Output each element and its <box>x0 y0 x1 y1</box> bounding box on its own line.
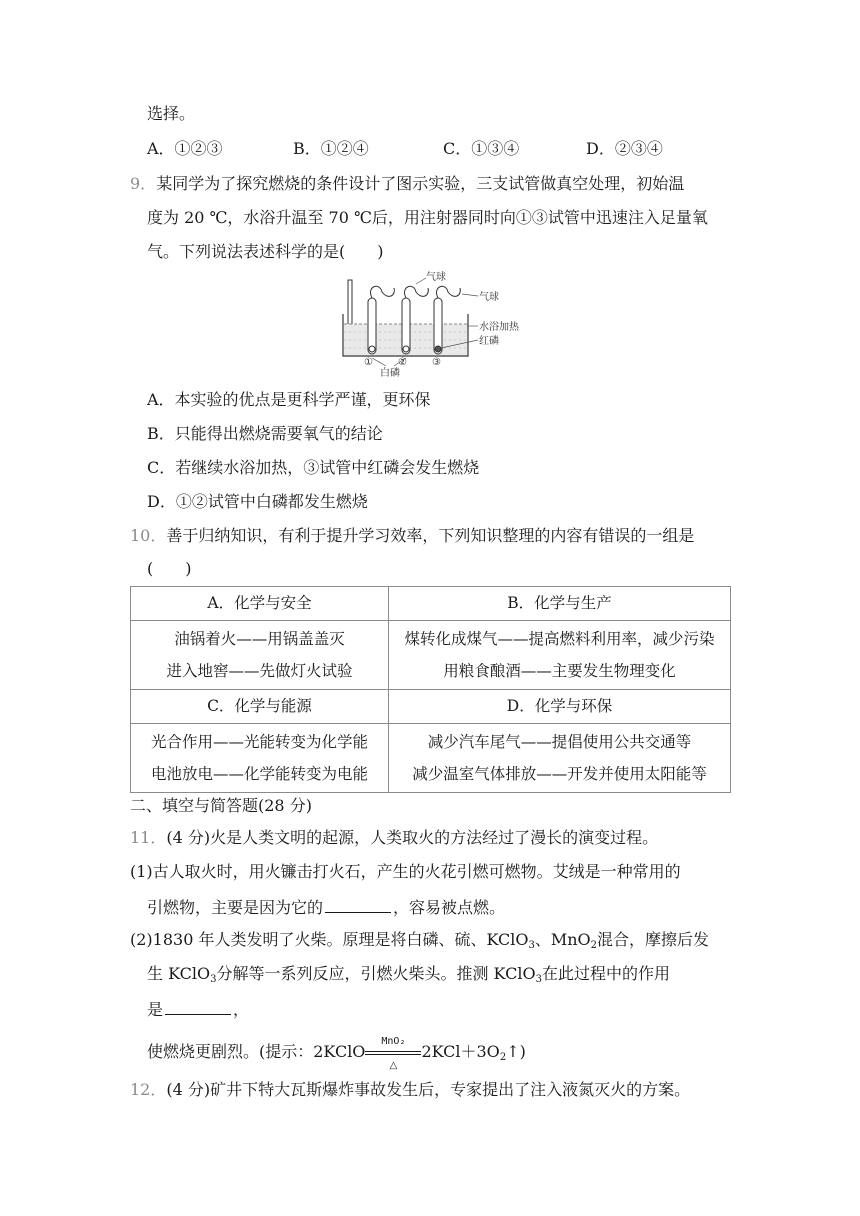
table-b-line-2: 用粮食酿酒——主要发生物理变化 <box>443 662 676 680</box>
q8-option-a: A．①②③ <box>147 139 223 158</box>
q10-line-1 <box>130 524 694 548</box>
q8-tail: 选择。 <box>147 104 196 123</box>
table-header-b: B．化学与生产 <box>389 587 731 621</box>
q11-part2-text-1b: 、MnO <box>534 930 591 949</box>
q8-option-b: B．①②④ <box>293 139 369 158</box>
answer-blank-2[interactable] <box>165 996 231 1015</box>
q10-text: 善于归纳知识，有利于提升学习效率，下列知识整理的内容有错误的一组是 <box>166 526 695 545</box>
subscript: 3 <box>535 974 542 985</box>
q9-option-b: B．只能得出燃烧需要氧气的结论 <box>147 424 383 443</box>
q11-part2-text-1c: 混合，摩擦后发 <box>597 930 710 949</box>
q11-part2-line3 <box>147 996 249 1022</box>
table-d-line-1: 减少汽车尾气——提倡使用公共交通等 <box>427 733 692 751</box>
table-c-line-2: 电池放电——化学能转变为电能 <box>150 765 368 783</box>
label-white-phosphorus: 白磷 <box>380 368 400 378</box>
subscript: 3 <box>210 974 217 985</box>
label-tube-1: ① <box>364 357 373 368</box>
table-header-a: A．化学与安全 <box>131 587 389 621</box>
q8-option-d: D．②③④ <box>586 139 663 158</box>
q11-number: 11． <box>130 828 167 847</box>
table-a-line-2: 进入地窖——先做灯火试验 <box>166 662 353 680</box>
catalyst-label: MnO₂ <box>381 1036 406 1047</box>
q12-line <box>130 1078 690 1102</box>
q9-option-a: A．本实验的优点是更科学严谨，更环保 <box>147 390 431 409</box>
q11-part2-text-3a: 是 <box>147 1000 164 1019</box>
q11-part2-text-4b: 2KCl＋3O <box>421 1042 500 1061</box>
table-cell-b <box>389 621 731 690</box>
q9-option-c: C．若继续水浴加热，③试管中红磷会发生燃烧 <box>147 458 480 477</box>
q8-options <box>147 136 707 162</box>
table-cell-c <box>131 724 389 793</box>
q11-intro-line <box>130 826 658 850</box>
knowledge-table <box>130 586 731 793</box>
q9-number: 9． <box>130 174 157 193</box>
q11-part2-text-1a: (2)1830 年人类发明了火柴。原理是将白磷、硫、KClO <box>130 930 529 949</box>
table-c-line-1: 光合作用——光能转变为化学能 <box>150 733 368 751</box>
q9-text-1: 某同学为了探究燃烧的条件设计了图示实验，三支试管做真空处理，初始温 <box>156 174 685 193</box>
q9-line-3: 气。下列说法表述科学的是( ) <box>147 242 384 261</box>
heat-symbol: △ <box>389 1060 398 1071</box>
q11-part2-text-2a: 生 KClO <box>147 964 211 983</box>
section-2-title: 二、填空与简答题(28 分) <box>130 796 312 815</box>
label-balloon-top: 气球 <box>426 272 446 283</box>
q11-part1-line1: (1)古人取火时，用火镰击打火石，产生的火花引燃可燃物。艾绒是一种常用的 <box>130 862 681 881</box>
label-tube-3: ③ <box>432 357 441 368</box>
q11-part2-text-2b: 分解等一系列反应，引燃火柴头。推测 KClO <box>216 964 536 983</box>
q9-line-1 <box>130 172 684 196</box>
q11-part2-line1 <box>130 928 709 952</box>
q10-line-2: ( ) <box>147 559 192 578</box>
label-tube-2: ② <box>398 357 407 368</box>
q11-part2-line4 <box>147 1036 526 1071</box>
q11-part1-line2 <box>147 894 505 920</box>
table-cell-a <box>131 621 389 690</box>
q9-option-d: D．①②试管中白磷都发生燃烧 <box>147 492 368 511</box>
answer-blank-1[interactable] <box>325 894 391 913</box>
q12-text: (4 分)矿井下特大瓦斯爆炸事故发生后，专家提出了注入液氮灭火的方案。 <box>166 1080 691 1099</box>
table-header-c: C．化学与能源 <box>131 690 389 724</box>
q11-part2-line2 <box>147 962 670 986</box>
q11-part1-text-a: 引燃物，主要是因为它的 <box>147 898 324 917</box>
label-red-phosphorus: 红磷 <box>479 336 499 347</box>
q11-part2-text-2c: 在此过程中的作用 <box>541 964 670 983</box>
table-d-line-2: 减少温室气体排放——开发并使用太阳能等 <box>412 765 707 783</box>
q11-intro: (4 分)火是人类文明的起源，人类取火的方法经过了漫长的演变过程。 <box>166 828 659 847</box>
table-b-line-1: 煤转化成煤气——提高燃料利用率，减少污染 <box>404 630 715 648</box>
q10-number: 10． <box>130 526 167 545</box>
table-header-d: D．化学与环保 <box>389 690 731 724</box>
table-a-line-1: 油锅着火——用锅盖盖灭 <box>174 630 345 648</box>
label-balloon-right: 气球 <box>479 292 499 303</box>
experiment-diagram <box>338 270 538 378</box>
q11-part1-text-b: ，容易被点燃。 <box>393 898 506 917</box>
q8-option-c: C．①③④ <box>443 139 520 158</box>
subscript: 2 <box>590 940 598 951</box>
q11-part2-text-3b: ， <box>233 1000 250 1019</box>
label-water-bath: 水浴加热 <box>479 322 519 333</box>
q12-number: 12． <box>130 1080 167 1099</box>
q11-part2-text-4c: ↑) <box>506 1042 526 1061</box>
q11-part2-text-4a: 使燃烧更剧烈。(提示：2KClO <box>147 1042 366 1061</box>
subscript: 3 <box>528 940 535 951</box>
q9-line-2: 度为 20 ℃，水浴升温至 70 ℃后，用注射器同时向①③试管中迅速注入足量氧 <box>147 208 708 227</box>
reaction-condition <box>365 1036 421 1071</box>
table-cell-d <box>389 724 731 793</box>
subscript: 2 <box>499 1052 507 1063</box>
